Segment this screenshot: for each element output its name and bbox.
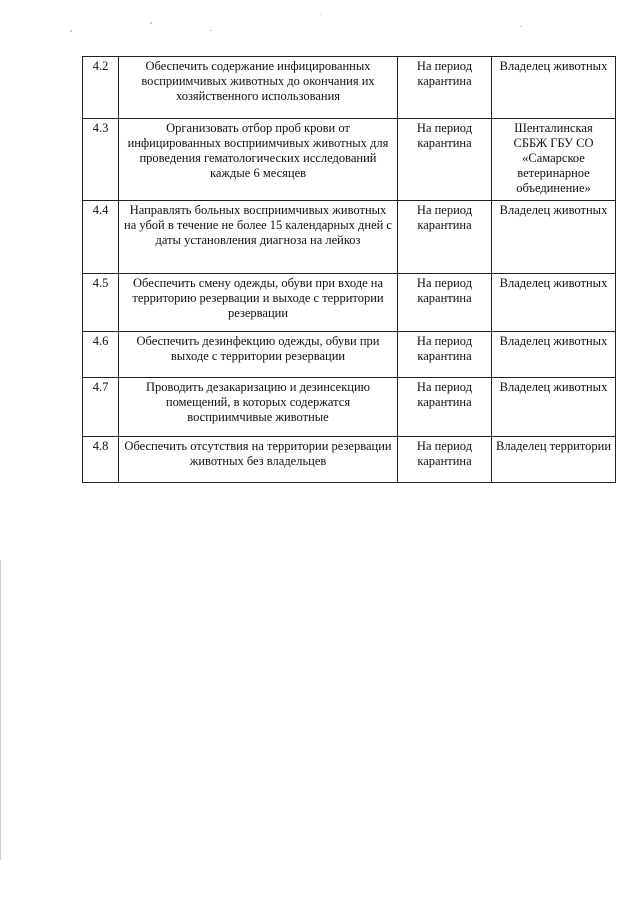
scan-speck	[320, 14, 321, 15]
row-action: Обеспечить смену одежды, обуви при входе на территорию резервации и выходе с территории резервации	[119, 274, 398, 332]
row-number: 4.4	[83, 201, 119, 274]
row-number: 4.7	[83, 378, 119, 437]
row-period: На период карантина	[398, 378, 492, 437]
table-row	[83, 201, 616, 274]
row-action: Организовать отбор проб крови от инфицированных восприимчивых животных для проведения гематологических исследований каждые 6 месяцев	[119, 119, 398, 201]
table-row	[83, 332, 616, 378]
row-period: На период карантина	[398, 119, 492, 201]
row-responsible: Владелец животных	[492, 57, 616, 119]
row-number: 4.8	[83, 437, 119, 483]
row-period: На период карантина	[398, 274, 492, 332]
row-action: Обеспечить отсутствия на территории резервации животных без владельцев	[119, 437, 398, 483]
row-period: На период карантина	[398, 437, 492, 483]
row-action: Обеспечить дезинфекцию одежды, обуви при выходе с территории резервации	[119, 332, 398, 378]
scan-speck	[210, 30, 212, 31]
row-responsible: Владелец животных	[492, 332, 616, 378]
table-row	[83, 378, 616, 437]
scan-speck	[520, 26, 522, 27]
table-body	[83, 57, 616, 483]
table-row	[83, 274, 616, 332]
row-responsible: Владелец территории	[492, 437, 616, 483]
row-responsible: Владелец животных	[492, 201, 616, 274]
scan-speck	[70, 30, 72, 32]
row-responsible: Владелец животных	[492, 378, 616, 437]
row-period: На период карантина	[398, 201, 492, 274]
row-number: 4.6	[83, 332, 119, 378]
row-responsible: Владелец животных	[492, 274, 616, 332]
row-number: 4.3	[83, 119, 119, 201]
table-row	[83, 437, 616, 483]
scan-edge-line	[0, 560, 1, 860]
table-row	[83, 119, 616, 201]
quarantine-measures-table	[82, 56, 616, 483]
row-number: 4.5	[83, 274, 119, 332]
row-period: На период карантина	[398, 57, 492, 119]
row-action: Направлять больных восприимчивых животных на убой в течение не более 15 календарных дней с даты установления диагноза на лейкоз	[119, 201, 398, 274]
row-number: 4.2	[83, 57, 119, 119]
row-action: Обеспечить содержание инфицированных восприимчивых животных до окончания их хозяйственного использования	[119, 57, 398, 119]
table-row	[83, 57, 616, 119]
row-period: На период карантина	[398, 332, 492, 378]
row-responsible: Шенталинская СББЖ ГБУ СО «Самарское ветеринарное объединение»	[492, 119, 616, 201]
row-action: Проводить дезакаризацию и дезинсекцию помещений, в которых содержатся восприимчивые животные	[119, 378, 398, 437]
scan-speck	[150, 22, 152, 24]
